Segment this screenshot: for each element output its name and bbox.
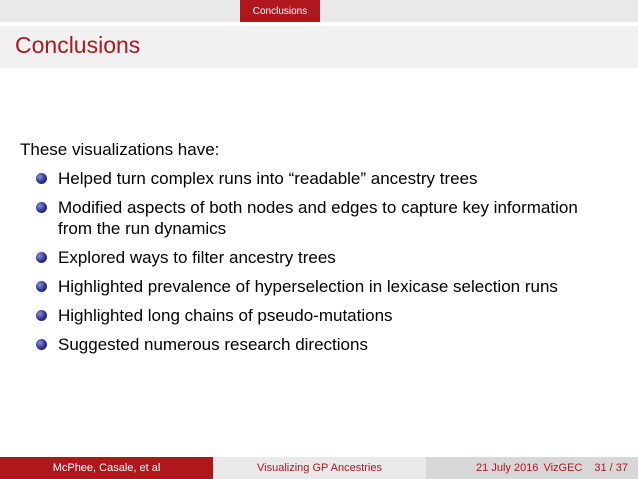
- item-text: Explored ways to filter ancestry trees: [58, 248, 336, 267]
- frame-title-bar: [0, 26, 638, 68]
- item-text: Highlighted prevalence of hyperselection in lexicase selection runs: [58, 277, 558, 296]
- footer-date: [426, 457, 638, 479]
- bullet-icon: [36, 281, 47, 292]
- venue-text: VizGEC: [543, 462, 583, 474]
- list-item: [36, 168, 596, 189]
- bullet-list: [36, 168, 596, 363]
- list-item: [36, 305, 596, 326]
- list-item: [36, 334, 596, 355]
- intro-text: These visualizations have:: [20, 140, 220, 159]
- section-nav-tab[interactable]: Conclusions: [240, 0, 320, 22]
- bullet-icon: [36, 339, 47, 350]
- author-text: McPhee, Casale, et al: [52, 462, 161, 474]
- list-item: [36, 247, 596, 268]
- item-text: Highlighted long chains of pseudo-mutations: [58, 306, 393, 325]
- footer-bar: [0, 457, 638, 479]
- page-number: 31 / 37: [594, 462, 628, 474]
- date-text: 21 July 2016: [476, 462, 539, 474]
- top-navigation-bar: [0, 0, 638, 22]
- item-text: Helped turn complex runs into “readable” ancestry trees: [58, 169, 478, 188]
- list-item: [36, 197, 596, 239]
- slide-title: Conclusions: [15, 32, 141, 58]
- list-item: [36, 276, 596, 297]
- bullet-icon: [36, 310, 47, 321]
- footer-author: [0, 457, 213, 479]
- bullet-icon: [36, 173, 47, 184]
- bullet-icon: [36, 252, 47, 263]
- talk-title-text: Visualizing GP Ancestries: [257, 462, 382, 474]
- footer-title: [213, 457, 426, 479]
- item-text: Suggested numerous research directions: [58, 335, 368, 354]
- item-text: Modified aspects of both nodes and edges to capture key information from the run dynamics: [58, 198, 578, 238]
- bullet-icon: [36, 202, 47, 213]
